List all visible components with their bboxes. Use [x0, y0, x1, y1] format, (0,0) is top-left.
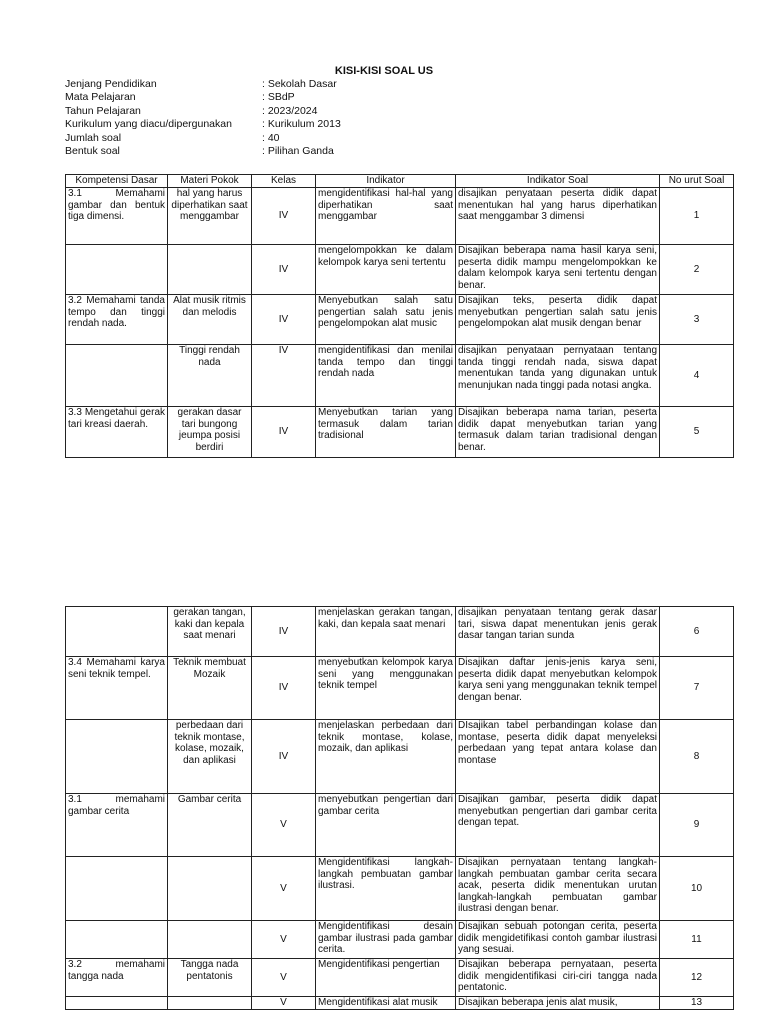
- cell-indikator-soal: Disajikan beberapa nama hasil karya seni, peserta didik mampu mengelompokkan ke dalam kelompok karya seni tertentu dengan benar.: [456, 245, 660, 295]
- table-header-row: [66, 175, 734, 188]
- cell-kelas: V: [252, 921, 316, 959]
- cell-kelas: IV: [252, 188, 316, 245]
- table-row: [66, 657, 734, 720]
- meta-label: Mata Pelajaran: [65, 91, 136, 104]
- header-indikator-soal: Indikator Soal: [456, 175, 660, 188]
- cell-indikator: menjelaskan perbedaan dari teknik montase, kolase, mozaik, dan aplikasi: [316, 720, 456, 794]
- meta-label: Kurikulum yang diacu/dipergunakan: [65, 118, 232, 131]
- meta-row: [65, 78, 341, 91]
- cell-indikator: Menyebutkan tarian yang termasuk dalam tarian tradisional: [316, 407, 456, 458]
- table-row: [66, 794, 734, 857]
- cell-indikator-soal: Disajikan sebuah potongan cerita, peserta didik mengidetifikasi contoh gambar ilustrasi yang sesuai.: [456, 921, 660, 959]
- cell-indikator: mengelompokkan ke dalam kelompok karya seni tertentu: [316, 245, 456, 295]
- table-row: [66, 720, 734, 794]
- document-title: KISI-KISI SOAL US: [334, 65, 434, 77]
- meta-row: [65, 105, 341, 118]
- cell-no-urut: 10: [660, 857, 734, 921]
- cell-materi-pokok: Tangga nada pentatonis: [168, 959, 252, 997]
- cell-indikator-soal: Disajikan beberapa pernyataan, peserta didik mengidentifikasi ciri-ciri tangga nada pentatonic.: [456, 959, 660, 997]
- table-row: [66, 407, 734, 458]
- table-row: [66, 295, 734, 345]
- cell-materi-pokok: Teknik membuat Mozaik: [168, 657, 252, 720]
- cell-no-urut: 1: [660, 188, 734, 245]
- cell-materi-pokok: gerakan dasar tari bungong jeumpa posisi berdiri: [168, 407, 252, 458]
- meta-row: [65, 91, 341, 104]
- cell-indikator-soal: disajikan penyataan tentang gerak dasar tari, siswa dapat menentukan jenis gerak dasar tangan tarian sunda: [456, 607, 660, 657]
- cell-indikator: Mengidentifikasi pengertian: [316, 959, 456, 997]
- cell-indikator-soal: disajikan penyataan peserta didik dapat menentukan hal yang harus diperhatikan saat menggambar 3 dimensi: [456, 188, 660, 245]
- cell-indikator-soal: Disajikan beberapa nama tarian, peserta didik dapat menyebutkan tarian yang termasuk dalam tarian tradisional dengan benar.: [456, 407, 660, 458]
- document-metadata: [65, 78, 341, 158]
- cell-kelas: IV: [252, 245, 316, 295]
- cell-indikator: Mengidentifikasi langkah-langkah pembuatan gambar ilustrasi.: [316, 857, 456, 921]
- cell-kompetensi-dasar: 3.3 Mengetahui gerak tari kreasi daerah.: [66, 407, 168, 458]
- cell-no-urut: 11: [660, 921, 734, 959]
- cell-indikator-soal: Disajikan daftar jenis-jenis karya seni, peserta didik dapat menyebutkan kelompok karya seni yang menggunakan teknik tempel dengan benar.: [456, 657, 660, 720]
- meta-row: [65, 145, 341, 158]
- table-row: [66, 997, 734, 1010]
- cell-materi-pokok: Tinggi rendah nada: [168, 345, 252, 407]
- table-row: [66, 921, 734, 959]
- cell-indikator: Mengidentifikasi alat musik: [316, 997, 456, 1010]
- cell-materi-pokok: Gambar cerita: [168, 794, 252, 857]
- table-row: [66, 245, 734, 295]
- header-indikator: Indikator: [316, 175, 456, 188]
- cell-materi-pokok: [168, 997, 252, 1010]
- meta-value: : Sekolah Dasar: [262, 78, 337, 90]
- meta-label: Bentuk soal: [65, 145, 120, 158]
- cell-kompetensi-dasar: [66, 345, 168, 407]
- table-row: [66, 345, 734, 407]
- cell-indikator-soal: disajikan penyataan pernyataan tentang tanda tinggi rendah nada, siswa dapat menentukan tanda yang digunakan untuk menunjukan nada tinggi pada notasi angka.: [456, 345, 660, 407]
- cell-no-urut: 13: [660, 997, 734, 1010]
- table-row: [66, 188, 734, 245]
- cell-indikator-soal: Disajikan beberapa jenis alat musik,: [456, 997, 660, 1010]
- header-kompetensi-dasar: Kompetensi Dasar: [66, 175, 168, 188]
- table-row: [66, 607, 734, 657]
- cell-no-urut: 6: [660, 607, 734, 657]
- cell-kelas: V: [252, 997, 316, 1010]
- cell-no-urut: 8: [660, 720, 734, 794]
- meta-value: : SBdP: [262, 91, 295, 104]
- cell-no-urut: 9: [660, 794, 734, 857]
- cell-indikator: mengidentifikasi dan menilai tanda tempo dan tinggi rendah nada: [316, 345, 456, 407]
- kisi-table-part-1: [65, 174, 734, 458]
- meta-value: : 2023/2024: [262, 104, 318, 117]
- cell-kompetensi-dasar: 3.2 memahami tangga nada: [66, 959, 168, 997]
- meta-label: Jumlah soal: [65, 131, 122, 144]
- cell-kompetensi-dasar: [66, 245, 168, 295]
- meta-value: : 40: [262, 131, 280, 144]
- cell-materi-pokok: [168, 921, 252, 959]
- meta-value: : Pilihan Ganda: [262, 145, 334, 158]
- cell-kompetensi-dasar: 3.1 Memahami gambar dan bentuk tiga dimensi.: [66, 188, 168, 245]
- header-materi-pokok: Materi Pokok: [168, 175, 252, 188]
- cell-no-urut: 12: [660, 959, 734, 997]
- kisi-table-part-2: [65, 606, 734, 1010]
- header-no-urut-soal: No urut Soal: [660, 175, 734, 188]
- cell-materi-pokok: gerakan tangan, kaki dan kepala saat menari: [168, 607, 252, 657]
- cell-materi-pokok: perbedaan dari teknik montase, kolase, mozaik, dan aplikasi: [168, 720, 252, 794]
- cell-indikator: Menyebutkan salah satu pengertian salah satu jenis pengelompokan alat music: [316, 295, 456, 345]
- cell-no-urut: 4: [660, 345, 734, 407]
- cell-no-urut: 3: [660, 295, 734, 345]
- cell-indikator: menyebutkan pengertian dari gambar cerita: [316, 794, 456, 857]
- meta-label: Tahun Pelajaran: [65, 104, 141, 117]
- cell-indikator-soal: Disajikan pernyataan tentang langkah-langkah pembuatan gambar cerita secara acak, peserta didik menentukan urutan langkah-langkah pembuatan gambar ilustrasi dengan benar.: [456, 857, 660, 921]
- cell-indikator: menyebutkan kelompok karya seni yang menggunakan teknik tempel: [316, 657, 456, 720]
- cell-no-urut: 7: [660, 657, 734, 720]
- cell-kompetensi-dasar: 3.4 Memahami karya seni teknik tempel.: [66, 657, 168, 720]
- cell-materi-pokok: [168, 857, 252, 921]
- cell-kelas: IV: [252, 657, 316, 720]
- cell-indikator-soal: Disajikan teks, peserta didik dapat menyebutkan pengertian salah satu jenis pengelompokan alat musik dengan benar: [456, 295, 660, 345]
- cell-indikator: Mengidentifikasi desain gambar ilustrasi pada gambar cerita.: [316, 921, 456, 959]
- cell-kelas: V: [252, 857, 316, 921]
- table-row: [66, 959, 734, 997]
- cell-kompetensi-dasar: [66, 997, 168, 1010]
- cell-materi-pokok: Alat musik ritmis dan melodis: [168, 295, 252, 345]
- cell-kelas: IV: [252, 720, 316, 794]
- cell-kelas: V: [252, 959, 316, 997]
- meta-row: [65, 132, 341, 145]
- cell-kelas: IV: [252, 407, 316, 458]
- cell-kompetensi-dasar: 3.2 Memahami tanda tempo dan tinggi rendah nada.: [66, 295, 168, 345]
- cell-indikator-soal: DIsajikan tabel perbandingan kolase dan montase, peserta didik dapat menyeleksi perbedaan yang tepat antara kolase dan montase: [456, 720, 660, 794]
- cell-kelas: IV: [252, 345, 316, 407]
- cell-kompetensi-dasar: [66, 921, 168, 959]
- meta-row: [65, 118, 341, 131]
- cell-indikator-soal: Disajikan gambar, peserta didik dapat menyebutkan pengertian dari gambar cerita dengan tepat.: [456, 794, 660, 857]
- table-row: [66, 857, 734, 921]
- cell-materi-pokok: hal yang harus diperhatikan saat menggambar: [168, 188, 252, 245]
- meta-value: : Kurikulum 2013: [262, 118, 341, 131]
- cell-kelas: V: [252, 794, 316, 857]
- cell-no-urut: 2: [660, 245, 734, 295]
- cell-indikator: menjelaskan gerakan tangan, kaki, dan kepala saat menari: [316, 607, 456, 657]
- meta-label: Jenjang Pendidikan: [65, 78, 157, 90]
- cell-materi-pokok: [168, 245, 252, 295]
- cell-kelas: IV: [252, 295, 316, 345]
- cell-no-urut: 5: [660, 407, 734, 458]
- cell-kompetensi-dasar: [66, 607, 168, 657]
- cell-kelas: IV: [252, 607, 316, 657]
- header-kelas: Kelas: [252, 175, 316, 188]
- cell-kompetensi-dasar: [66, 857, 168, 921]
- cell-indikator: mengidentifikasi hal-hal yang diperhatikan saat menggambar: [316, 188, 456, 245]
- cell-kompetensi-dasar: 3.1 memahami gambar cerita: [66, 794, 168, 857]
- cell-kompetensi-dasar: [66, 720, 168, 794]
